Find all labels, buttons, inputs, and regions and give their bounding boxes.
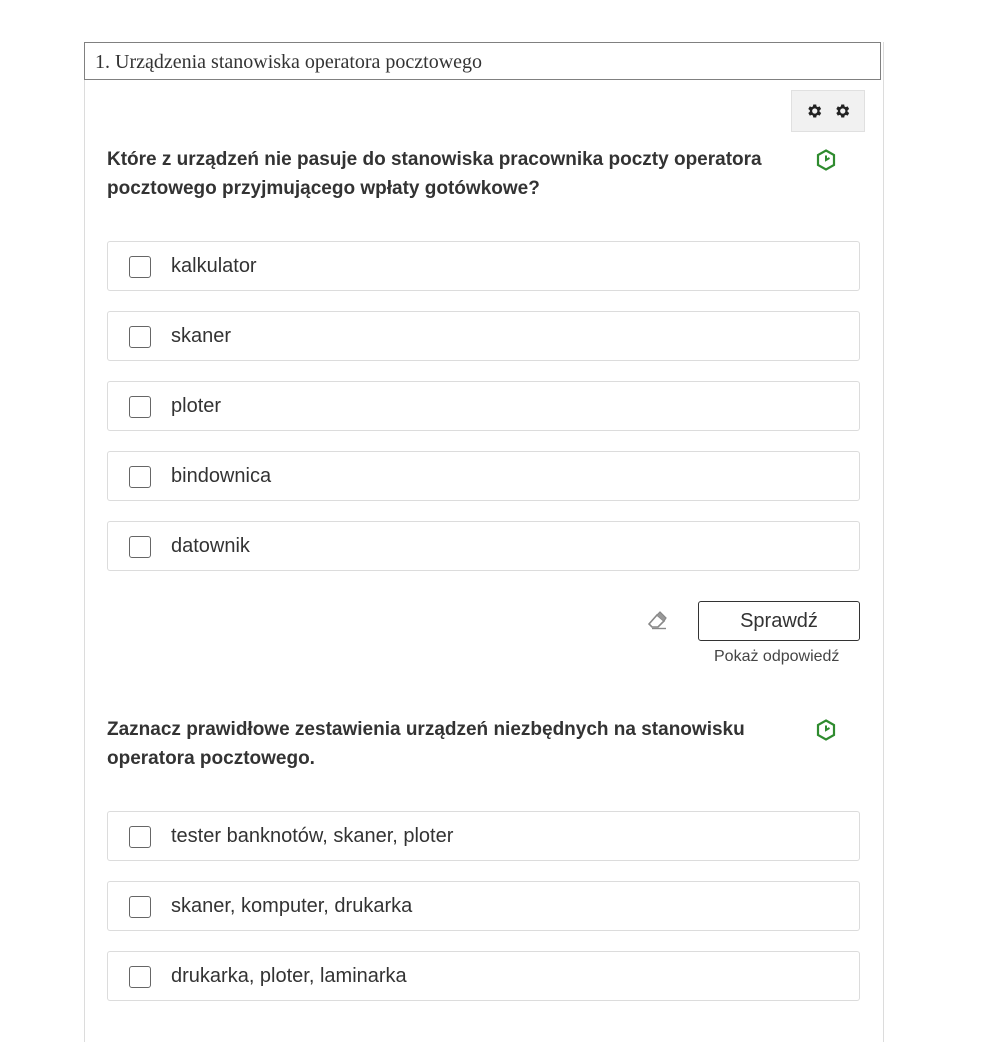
show-answer-link[interactable]: Pokaż odpowiedź — [714, 648, 840, 665]
answer-label: drukarka, ploter, laminarka — [171, 965, 407, 987]
answer-checkbox[interactable] — [129, 466, 151, 488]
answer-label: skaner — [171, 325, 232, 347]
answer-label: datownik — [171, 535, 250, 557]
answer-label: kalkulator — [171, 255, 257, 277]
answer-label: bindownica — [171, 465, 272, 487]
hexagon-clock-icon — [816, 719, 836, 741]
answer-option[interactable] — [107, 381, 860, 431]
answer-option[interactable] — [107, 521, 860, 571]
eraser-icon[interactable] — [646, 610, 668, 630]
answer-checkbox[interactable] — [129, 826, 151, 848]
answer-checkbox[interactable] — [129, 896, 151, 918]
gear-icon — [833, 102, 851, 120]
answer-label: ploter — [171, 395, 222, 417]
question-2-text: Zaznacz prawidłowe zestawienia urządzeń niezbędnych na stanowisku operatora pocztowego. — [107, 719, 745, 769]
answer-option[interactable] — [107, 241, 860, 291]
answer-checkbox[interactable] — [129, 536, 151, 558]
answer-label: skaner, komputer, drukarka — [171, 895, 413, 917]
answer-option[interactable] — [107, 811, 860, 861]
hexagon-clock-icon — [816, 149, 836, 171]
check-button[interactable]: Sprawdź — [698, 601, 860, 641]
answer-option[interactable] — [107, 951, 860, 1001]
answer-checkbox[interactable] — [129, 396, 151, 418]
answer-label: tester banknotów, skaner, ploter — [171, 825, 454, 847]
answer-checkbox[interactable] — [129, 256, 151, 278]
gear-icon — [805, 102, 823, 120]
answer-checkbox[interactable] — [129, 326, 151, 348]
section-title: 1. Urządzenia stanowiska operatora pocztowego — [84, 42, 881, 80]
answer-option[interactable] — [107, 451, 860, 501]
question-1-text: Które z urządzeń nie pasuje do stanowiska pracownika poczty operatora pocztowego przyjmującego wpłaty gotówkowe? — [107, 149, 762, 199]
settings-toolbar-button[interactable] — [791, 90, 865, 132]
answer-checkbox[interactable] — [129, 966, 151, 988]
answer-option[interactable] — [107, 881, 860, 931]
answer-option[interactable] — [107, 311, 860, 361]
